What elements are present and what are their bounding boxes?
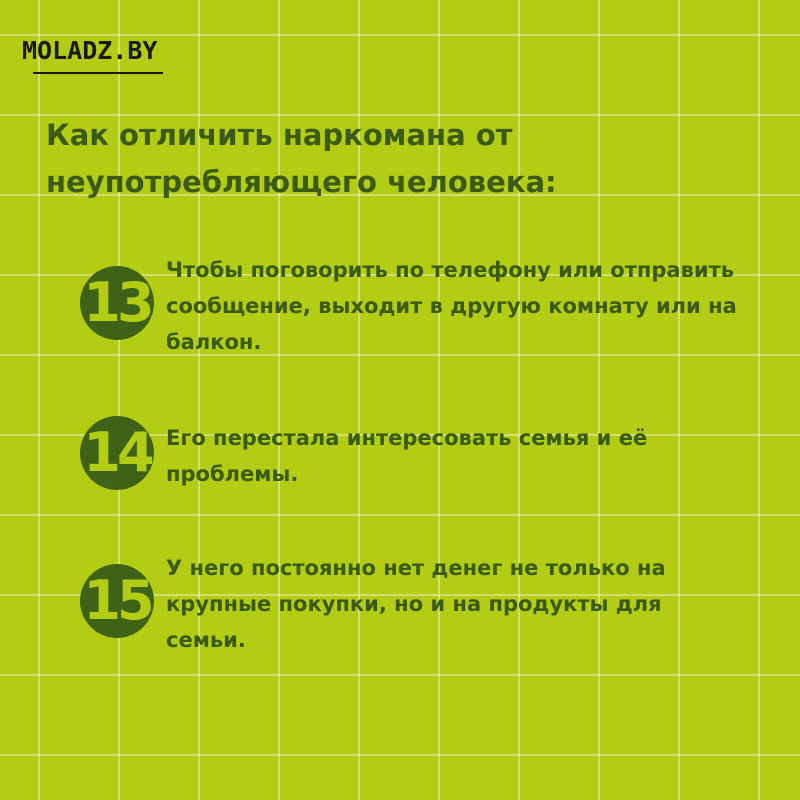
list-item-14 xyxy=(0,420,800,530)
item-number: 13 xyxy=(83,271,151,334)
list-item-13 xyxy=(0,252,800,362)
number-badge xyxy=(80,564,154,638)
item-number: 14 xyxy=(83,421,151,484)
item-text: Чтобы поговорить по телефону или отправить сообщение, выходит в другую комнату или на балкон. xyxy=(166,258,737,354)
list-item-15 xyxy=(0,550,800,660)
number-badge xyxy=(80,416,154,490)
logo-underline xyxy=(33,72,163,74)
page-title: Как отличить наркомана от неупотребляющего человека: xyxy=(46,118,557,199)
brand-logo: MOLADZ.BY xyxy=(22,36,158,65)
item-text: У него постоянно нет денег не только на крупные покупки, но и на продукты для семьи. xyxy=(166,556,666,652)
item-number: 15 xyxy=(83,569,151,632)
number-badge xyxy=(80,266,154,340)
item-text: Его перестала интересовать семья и её проблемы. xyxy=(166,426,648,486)
